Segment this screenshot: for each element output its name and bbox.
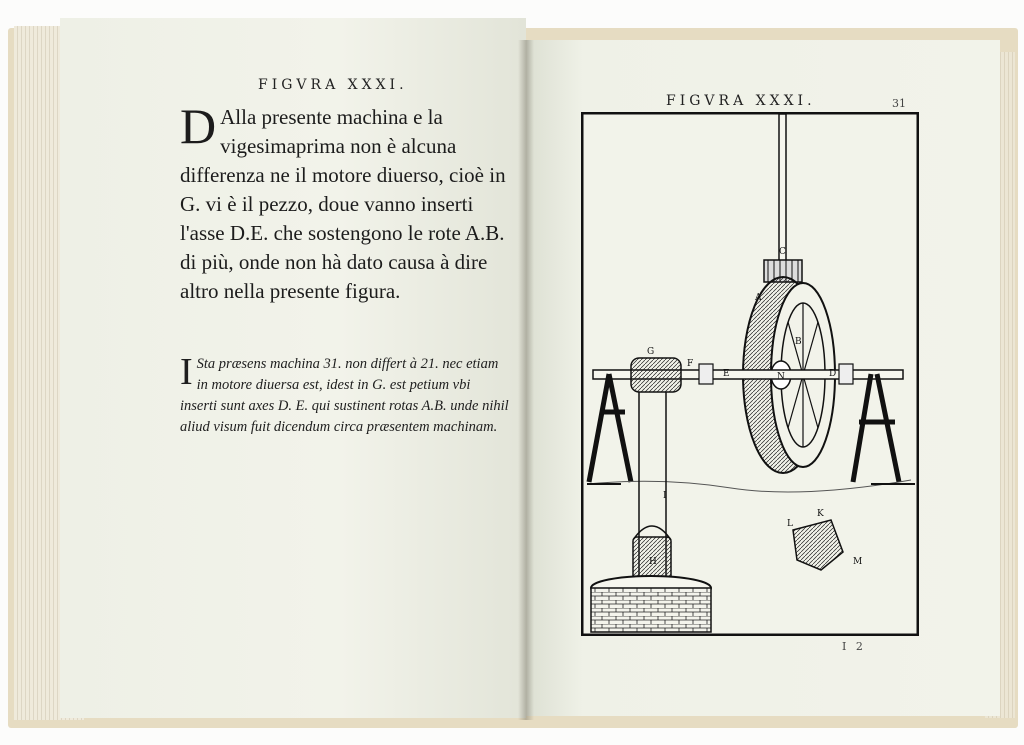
latin-paragraph bbox=[180, 351, 510, 438]
right-page-header: FIGVRA XXXI. bbox=[666, 93, 816, 109]
svg-text:L: L bbox=[787, 519, 793, 529]
svg-text:N: N bbox=[777, 372, 785, 382]
svg-text:F: F bbox=[687, 359, 694, 369]
svg-text:B: B bbox=[795, 337, 802, 347]
svg-text:H: H bbox=[649, 557, 657, 567]
svg-text:D: D bbox=[829, 369, 837, 379]
svg-text:A: A bbox=[755, 293, 762, 303]
svg-text:K: K bbox=[817, 509, 824, 519]
latin-text: Sta præsens machina 31. non differt à 21. nec etiam in motore diuersa est, idest in G. est petium vbi inserti sunt axes D. E. qui sustinent rotas A.B. unde nihil aliud visum fuit dicendum circa præsentem machinam. bbox=[180, 356, 509, 435]
left-page-header: FIGVRA XXXI. bbox=[258, 77, 408, 93]
svg-text:E: E bbox=[723, 369, 730, 379]
woodcut-illustration bbox=[581, 112, 919, 636]
well-wall bbox=[591, 588, 711, 632]
vertical-shaft bbox=[779, 114, 786, 264]
page-number: 31 bbox=[892, 97, 906, 110]
italian-text: Alla presente machina e la vigesimaprima non è alcuna differenza ne il motore diuerso, cioè in G. vi è il pezzo, doue vanno inserti l'asse D.E. che sostengono le rote A.B. di più, onde non hà dato causa à dire altro nella presente figura. bbox=[180, 105, 506, 303]
signature-mark: I 2 bbox=[842, 640, 866, 653]
book-gutter bbox=[518, 40, 534, 720]
italian-dropcap: D bbox=[180, 98, 217, 154]
svg-text:C: C bbox=[779, 247, 786, 257]
latin-dropcap: I bbox=[180, 351, 193, 393]
svg-text:M: M bbox=[853, 557, 863, 567]
svg-text:G: G bbox=[647, 347, 655, 357]
drum-g bbox=[631, 358, 681, 392]
svg-text:I: I bbox=[663, 491, 667, 501]
italian-paragraph bbox=[180, 98, 510, 306]
